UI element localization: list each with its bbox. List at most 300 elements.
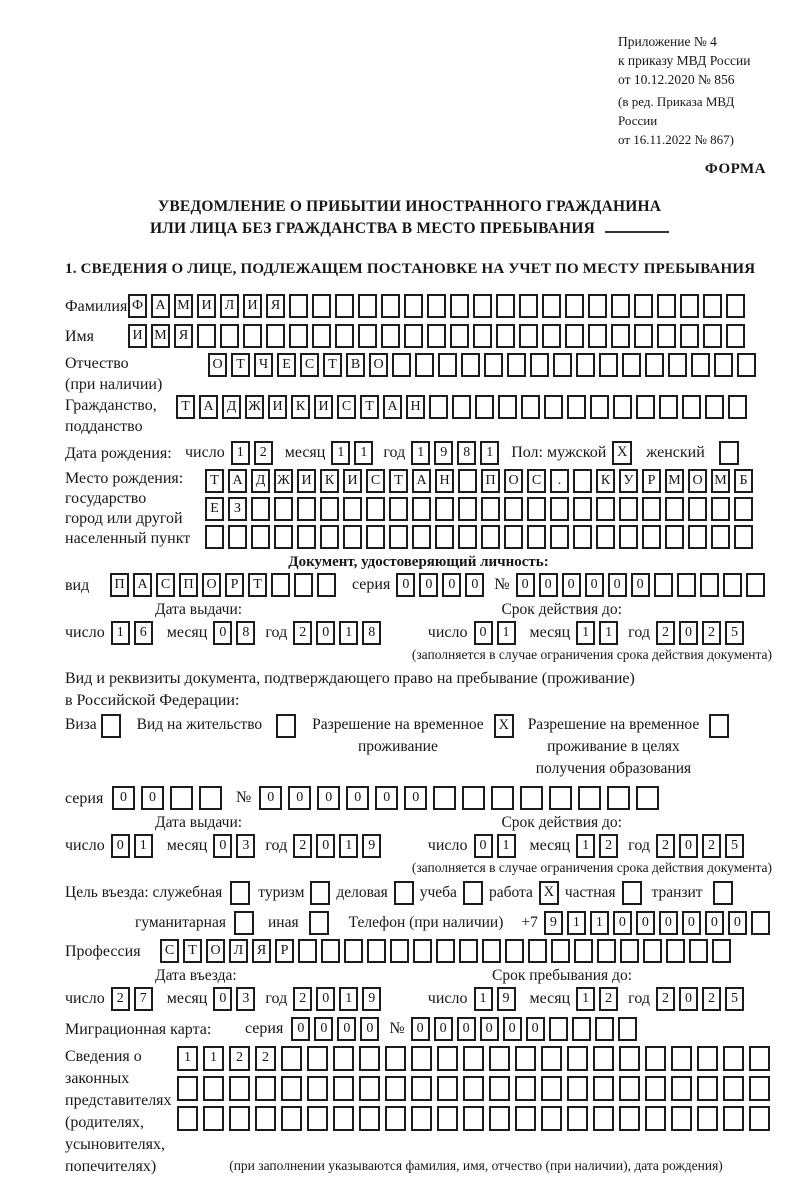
char-cell[interactable]: Ж xyxy=(245,395,264,419)
char-cell[interactable] xyxy=(274,525,293,549)
char-cell[interactable] xyxy=(297,525,316,549)
char-cell[interactable] xyxy=(481,497,500,521)
char-cell[interactable] xyxy=(358,294,377,318)
temp-residence-edu-checkbox[interactable] xyxy=(709,714,729,738)
char-cell[interactable]: 5 xyxy=(725,621,744,645)
char-cell[interactable] xyxy=(620,939,639,963)
char-cell[interactable] xyxy=(475,395,494,419)
char-cell[interactable]: 2 xyxy=(255,1046,276,1071)
char-cell[interactable]: 0 xyxy=(526,1017,545,1041)
char-cell[interactable] xyxy=(205,525,224,549)
char-cell[interactable]: 2 xyxy=(702,621,721,645)
char-cell[interactable] xyxy=(220,324,239,348)
char-cell[interactable]: К xyxy=(320,469,339,493)
char-cell[interactable]: 0 xyxy=(636,911,655,935)
char-cell[interactable] xyxy=(458,497,477,521)
char-cell[interactable] xyxy=(199,786,222,810)
char-cell[interactable]: Е xyxy=(277,353,296,377)
char-cell[interactable]: 0 xyxy=(480,1017,499,1041)
char-cell[interactable] xyxy=(573,469,592,493)
char-cell[interactable]: 0 xyxy=(213,987,232,1011)
char-cell[interactable] xyxy=(491,786,514,810)
char-cell[interactable] xyxy=(550,525,569,549)
char-cell[interactable] xyxy=(541,1106,562,1131)
char-cell[interactable] xyxy=(613,395,632,419)
char-cell[interactable] xyxy=(359,1106,380,1131)
char-cell[interactable] xyxy=(619,1076,640,1101)
char-cell[interactable]: 0 xyxy=(213,621,232,645)
char-cell[interactable]: 0 xyxy=(404,786,427,810)
char-cell[interactable]: 2 xyxy=(702,834,721,858)
char-cell[interactable]: 0 xyxy=(291,1017,310,1041)
char-cell[interactable]: О xyxy=(202,573,221,597)
char-cell[interactable] xyxy=(723,1046,744,1071)
char-cell[interactable] xyxy=(450,294,469,318)
purpose-official-checkbox[interactable] xyxy=(230,881,250,905)
char-cell[interactable] xyxy=(320,525,339,549)
char-cell[interactable]: В xyxy=(346,353,365,377)
char-cell[interactable] xyxy=(588,294,607,318)
char-cell[interactable] xyxy=(411,1046,432,1071)
char-cell[interactable]: Н xyxy=(435,469,454,493)
char-cell[interactable] xyxy=(551,939,570,963)
char-cell[interactable]: 1 xyxy=(411,441,430,465)
char-cell[interactable]: А xyxy=(133,573,152,597)
char-cell[interactable]: Я xyxy=(252,939,271,963)
char-cell[interactable] xyxy=(705,395,724,419)
char-cell[interactable]: 0 xyxy=(375,786,398,810)
char-cell[interactable] xyxy=(593,1076,614,1101)
char-cell[interactable] xyxy=(359,1076,380,1101)
char-cell[interactable] xyxy=(459,939,478,963)
char-cell[interactable] xyxy=(177,1106,198,1131)
char-cell[interactable] xyxy=(307,1076,328,1101)
char-cell[interactable]: . xyxy=(550,469,569,493)
char-cell[interactable]: М xyxy=(665,469,684,493)
char-cell[interactable] xyxy=(519,294,538,318)
char-cell[interactable] xyxy=(463,1046,484,1071)
char-cell[interactable]: И xyxy=(243,294,262,318)
char-cell[interactable]: Ж xyxy=(274,469,293,493)
char-cell[interactable] xyxy=(450,324,469,348)
char-cell[interactable] xyxy=(229,1106,250,1131)
char-cell[interactable]: 0 xyxy=(728,911,747,935)
char-cell[interactable] xyxy=(385,1076,406,1101)
char-cell[interactable] xyxy=(496,294,515,318)
char-cell[interactable] xyxy=(680,324,699,348)
char-cell[interactable] xyxy=(435,497,454,521)
char-cell[interactable] xyxy=(343,497,362,521)
char-cell[interactable] xyxy=(677,573,696,597)
char-cell[interactable]: Р xyxy=(225,573,244,597)
char-cell[interactable]: 0 xyxy=(457,1017,476,1041)
char-cell[interactable] xyxy=(565,294,584,318)
char-cell[interactable] xyxy=(463,1076,484,1101)
char-cell[interactable]: 0 xyxy=(659,911,678,935)
char-cell[interactable]: Н xyxy=(406,395,425,419)
char-cell[interactable]: 0 xyxy=(539,573,558,597)
char-cell[interactable] xyxy=(599,353,618,377)
char-cell[interactable]: 1 xyxy=(567,911,586,935)
char-cell[interactable] xyxy=(390,939,409,963)
char-cell[interactable] xyxy=(723,1106,744,1131)
char-cell[interactable] xyxy=(482,939,501,963)
char-cell[interactable] xyxy=(657,294,676,318)
char-cell[interactable]: 2 xyxy=(656,834,675,858)
char-cell[interactable]: С xyxy=(156,573,175,597)
char-cell[interactable]: Л xyxy=(220,294,239,318)
char-cell[interactable] xyxy=(320,497,339,521)
char-cell[interactable] xyxy=(618,1017,637,1041)
char-cell[interactable] xyxy=(473,294,492,318)
char-cell[interactable]: 1 xyxy=(203,1046,224,1071)
char-cell[interactable]: Т xyxy=(389,469,408,493)
char-cell[interactable] xyxy=(274,497,293,521)
char-cell[interactable]: 2 xyxy=(229,1046,250,1071)
char-cell[interactable] xyxy=(255,1106,276,1131)
char-cell[interactable] xyxy=(504,525,523,549)
char-cell[interactable]: А xyxy=(151,294,170,318)
char-cell[interactable] xyxy=(597,939,616,963)
char-cell[interactable]: А xyxy=(199,395,218,419)
char-cell[interactable] xyxy=(668,353,687,377)
char-cell[interactable]: 0 xyxy=(474,834,493,858)
char-cell[interactable]: 1 xyxy=(354,441,373,465)
char-cell[interactable] xyxy=(634,294,653,318)
char-cell[interactable] xyxy=(749,1076,770,1101)
char-cell[interactable] xyxy=(385,1046,406,1071)
char-cell[interactable]: 0 xyxy=(411,1017,430,1041)
char-cell[interactable]: О xyxy=(206,939,225,963)
char-cell[interactable]: 1 xyxy=(599,621,618,645)
char-cell[interactable] xyxy=(700,573,719,597)
char-cell[interactable]: 9 xyxy=(434,441,453,465)
char-cell[interactable] xyxy=(728,395,747,419)
char-cell[interactable] xyxy=(665,525,684,549)
char-cell[interactable] xyxy=(271,573,290,597)
char-cell[interactable]: П xyxy=(110,573,129,597)
char-cell[interactable]: О xyxy=(208,353,227,377)
char-cell[interactable] xyxy=(462,786,485,810)
char-cell[interactable]: Я xyxy=(174,324,193,348)
char-cell[interactable] xyxy=(593,1106,614,1131)
char-cell[interactable] xyxy=(521,395,540,419)
sex-male-checkbox[interactable]: X xyxy=(612,441,632,465)
char-cell[interactable]: П xyxy=(179,573,198,597)
char-cell[interactable] xyxy=(389,525,408,549)
char-cell[interactable] xyxy=(671,1106,692,1131)
char-cell[interactable] xyxy=(541,1046,562,1071)
char-cell[interactable]: 2 xyxy=(656,621,675,645)
char-cell[interactable] xyxy=(452,395,471,419)
char-cell[interactable] xyxy=(549,1017,568,1041)
purpose-work-checkbox[interactable]: X xyxy=(539,881,559,905)
char-cell[interactable]: 9 xyxy=(362,834,381,858)
char-cell[interactable] xyxy=(411,1106,432,1131)
char-cell[interactable]: Я xyxy=(266,294,285,318)
char-cell[interactable] xyxy=(473,324,492,348)
purpose-other-checkbox[interactable] xyxy=(309,911,329,935)
char-cell[interactable] xyxy=(711,525,730,549)
purpose-transit-checkbox[interactable] xyxy=(713,881,733,905)
char-cell[interactable]: 0 xyxy=(613,911,632,935)
char-cell[interactable] xyxy=(463,1106,484,1131)
char-cell[interactable] xyxy=(496,324,515,348)
char-cell[interactable] xyxy=(427,324,446,348)
char-cell[interactable] xyxy=(682,395,701,419)
char-cell[interactable]: С xyxy=(527,469,546,493)
char-cell[interactable]: М xyxy=(174,294,193,318)
char-cell[interactable] xyxy=(333,1076,354,1101)
char-cell[interactable] xyxy=(515,1106,536,1131)
char-cell[interactable]: И xyxy=(128,324,147,348)
char-cell[interactable]: 2 xyxy=(702,987,721,1011)
char-cell[interactable]: О xyxy=(688,469,707,493)
char-cell[interactable] xyxy=(671,1076,692,1101)
char-cell[interactable] xyxy=(567,1106,588,1131)
char-cell[interactable]: К xyxy=(291,395,310,419)
char-cell[interactable] xyxy=(688,497,707,521)
char-cell[interactable] xyxy=(358,324,377,348)
char-cell[interactable]: 1 xyxy=(497,621,516,645)
char-cell[interactable]: 0 xyxy=(679,987,698,1011)
char-cell[interactable] xyxy=(411,1076,432,1101)
char-cell[interactable]: 6 xyxy=(134,621,153,645)
char-cell[interactable] xyxy=(505,939,524,963)
char-cell[interactable] xyxy=(177,1076,198,1101)
char-cell[interactable]: П xyxy=(481,469,500,493)
char-cell[interactable]: 8 xyxy=(362,621,381,645)
char-cell[interactable] xyxy=(573,497,592,521)
char-cell[interactable]: А xyxy=(228,469,247,493)
char-cell[interactable]: Д xyxy=(251,469,270,493)
char-cell[interactable] xyxy=(596,497,615,521)
char-cell[interactable]: 0 xyxy=(288,786,311,810)
char-cell[interactable] xyxy=(404,324,423,348)
char-cell[interactable]: 1 xyxy=(576,621,595,645)
char-cell[interactable] xyxy=(723,1076,744,1101)
char-cell[interactable]: 1 xyxy=(339,987,358,1011)
char-cell[interactable] xyxy=(404,294,423,318)
char-cell[interactable] xyxy=(381,294,400,318)
char-cell[interactable] xyxy=(289,324,308,348)
char-cell[interactable] xyxy=(645,1076,666,1101)
char-cell[interactable] xyxy=(484,353,503,377)
char-cell[interactable]: 1 xyxy=(111,621,130,645)
char-cell[interactable] xyxy=(266,324,285,348)
char-cell[interactable]: Ф xyxy=(128,294,147,318)
char-cell[interactable] xyxy=(335,324,354,348)
char-cell[interactable]: 0 xyxy=(585,573,604,597)
char-cell[interactable] xyxy=(489,1046,510,1071)
char-cell[interactable] xyxy=(307,1106,328,1131)
char-cell[interactable]: 0 xyxy=(679,621,698,645)
char-cell[interactable]: Т xyxy=(176,395,195,419)
char-cell[interactable]: 1 xyxy=(576,987,595,1011)
char-cell[interactable]: Д xyxy=(222,395,241,419)
char-cell[interactable]: 0 xyxy=(465,573,484,597)
char-cell[interactable]: Р xyxy=(275,939,294,963)
char-cell[interactable] xyxy=(567,395,586,419)
char-cell[interactable]: 0 xyxy=(705,911,724,935)
char-cell[interactable]: 0 xyxy=(434,1017,453,1041)
char-cell[interactable] xyxy=(751,911,770,935)
char-cell[interactable] xyxy=(312,294,331,318)
char-cell[interactable] xyxy=(657,324,676,348)
char-cell[interactable] xyxy=(671,1046,692,1071)
char-cell[interactable] xyxy=(281,1106,302,1131)
char-cell[interactable]: С xyxy=(366,469,385,493)
char-cell[interactable] xyxy=(344,939,363,963)
char-cell[interactable] xyxy=(746,573,765,597)
char-cell[interactable]: 1 xyxy=(339,834,358,858)
char-cell[interactable]: 9 xyxy=(362,987,381,1011)
char-cell[interactable] xyxy=(359,1046,380,1071)
char-cell[interactable]: И xyxy=(197,294,216,318)
char-cell[interactable] xyxy=(515,1046,536,1071)
char-cell[interactable] xyxy=(203,1106,224,1131)
char-cell[interactable]: З xyxy=(228,497,247,521)
char-cell[interactable] xyxy=(703,294,722,318)
char-cell[interactable]: 1 xyxy=(231,441,250,465)
char-cell[interactable] xyxy=(413,939,432,963)
char-cell[interactable] xyxy=(619,525,638,549)
char-cell[interactable] xyxy=(573,525,592,549)
char-cell[interactable] xyxy=(595,1017,614,1041)
char-cell[interactable]: Т xyxy=(231,353,250,377)
char-cell[interactable]: И xyxy=(314,395,333,419)
char-cell[interactable] xyxy=(515,1076,536,1101)
char-cell[interactable] xyxy=(642,525,661,549)
char-cell[interactable]: 0 xyxy=(682,911,701,935)
char-cell[interactable]: 1 xyxy=(331,441,350,465)
char-cell[interactable] xyxy=(726,294,745,318)
char-cell[interactable] xyxy=(578,786,601,810)
char-cell[interactable] xyxy=(427,294,446,318)
char-cell[interactable]: 1 xyxy=(474,987,493,1011)
char-cell[interactable]: 0 xyxy=(316,987,335,1011)
char-cell[interactable]: 2 xyxy=(599,834,618,858)
char-cell[interactable] xyxy=(697,1046,718,1071)
char-cell[interactable] xyxy=(307,1046,328,1071)
char-cell[interactable] xyxy=(366,497,385,521)
char-cell[interactable] xyxy=(611,294,630,318)
char-cell[interactable]: 0 xyxy=(679,834,698,858)
char-cell[interactable]: Б xyxy=(734,469,753,493)
char-cell[interactable] xyxy=(435,525,454,549)
char-cell[interactable]: М xyxy=(711,469,730,493)
char-cell[interactable] xyxy=(703,324,722,348)
char-cell[interactable] xyxy=(593,1046,614,1071)
char-cell[interactable] xyxy=(197,324,216,348)
char-cell[interactable] xyxy=(281,1046,302,1071)
purpose-study-checkbox[interactable] xyxy=(463,881,483,905)
char-cell[interactable] xyxy=(297,497,316,521)
char-cell[interactable] xyxy=(749,1106,770,1131)
char-cell[interactable]: 0 xyxy=(419,573,438,597)
char-cell[interactable] xyxy=(636,395,655,419)
char-cell[interactable] xyxy=(527,525,546,549)
char-cell[interactable]: 9 xyxy=(544,911,563,935)
char-cell[interactable]: М xyxy=(151,324,170,348)
char-cell[interactable]: 9 xyxy=(497,987,516,1011)
char-cell[interactable]: А xyxy=(412,469,431,493)
char-cell[interactable] xyxy=(333,1046,354,1071)
char-cell[interactable] xyxy=(643,939,662,963)
char-cell[interactable]: Т xyxy=(205,469,224,493)
temp-residence-checkbox[interactable]: X xyxy=(494,714,514,738)
char-cell[interactable] xyxy=(438,353,457,377)
char-cell[interactable] xyxy=(714,353,733,377)
char-cell[interactable]: И xyxy=(268,395,287,419)
char-cell[interactable]: К xyxy=(596,469,615,493)
char-cell[interactable] xyxy=(437,1046,458,1071)
char-cell[interactable] xyxy=(697,1076,718,1101)
char-cell[interactable] xyxy=(392,353,411,377)
char-cell[interactable]: 0 xyxy=(213,834,232,858)
char-cell[interactable] xyxy=(666,939,685,963)
char-cell[interactable]: Т xyxy=(323,353,342,377)
char-cell[interactable]: О xyxy=(504,469,523,493)
char-cell[interactable] xyxy=(642,497,661,521)
char-cell[interactable]: 2 xyxy=(111,987,130,1011)
char-cell[interactable]: 1 xyxy=(134,834,153,858)
char-cell[interactable]: Т xyxy=(360,395,379,419)
char-cell[interactable]: 0 xyxy=(316,834,335,858)
char-cell[interactable]: 0 xyxy=(314,1017,333,1041)
char-cell[interactable] xyxy=(665,497,684,521)
char-cell[interactable] xyxy=(542,324,561,348)
char-cell[interactable]: 1 xyxy=(177,1046,198,1071)
char-cell[interactable] xyxy=(519,324,538,348)
char-cell[interactable] xyxy=(574,939,593,963)
char-cell[interactable] xyxy=(737,353,756,377)
char-cell[interactable] xyxy=(611,324,630,348)
char-cell[interactable] xyxy=(389,497,408,521)
char-cell[interactable] xyxy=(622,353,641,377)
char-cell[interactable]: 0 xyxy=(474,621,493,645)
char-cell[interactable] xyxy=(712,939,731,963)
char-cell[interactable] xyxy=(645,1046,666,1071)
char-cell[interactable] xyxy=(504,497,523,521)
char-cell[interactable]: 0 xyxy=(346,786,369,810)
char-cell[interactable] xyxy=(489,1106,510,1131)
char-cell[interactable] xyxy=(590,395,609,419)
char-cell[interactable]: И xyxy=(343,469,362,493)
char-cell[interactable] xyxy=(544,395,563,419)
purpose-private-checkbox[interactable] xyxy=(622,881,642,905)
char-cell[interactable]: 1 xyxy=(480,441,499,465)
char-cell[interactable] xyxy=(412,497,431,521)
char-cell[interactable]: 0 xyxy=(112,786,135,810)
char-cell[interactable] xyxy=(541,1076,562,1101)
char-cell[interactable] xyxy=(458,525,477,549)
char-cell[interactable]: 0 xyxy=(442,573,461,597)
char-cell[interactable]: С xyxy=(337,395,356,419)
char-cell[interactable]: 1 xyxy=(339,621,358,645)
char-cell[interactable]: 2 xyxy=(599,987,618,1011)
char-cell[interactable] xyxy=(481,525,500,549)
char-cell[interactable]: 0 xyxy=(111,834,130,858)
char-cell[interactable]: 0 xyxy=(396,573,415,597)
char-cell[interactable]: 2 xyxy=(254,441,273,465)
char-cell[interactable]: У xyxy=(619,469,638,493)
residence-permit-checkbox[interactable] xyxy=(276,714,296,738)
char-cell[interactable]: 1 xyxy=(576,834,595,858)
char-cell[interactable] xyxy=(243,324,262,348)
char-cell[interactable]: Ч xyxy=(254,353,273,377)
char-cell[interactable] xyxy=(458,469,477,493)
